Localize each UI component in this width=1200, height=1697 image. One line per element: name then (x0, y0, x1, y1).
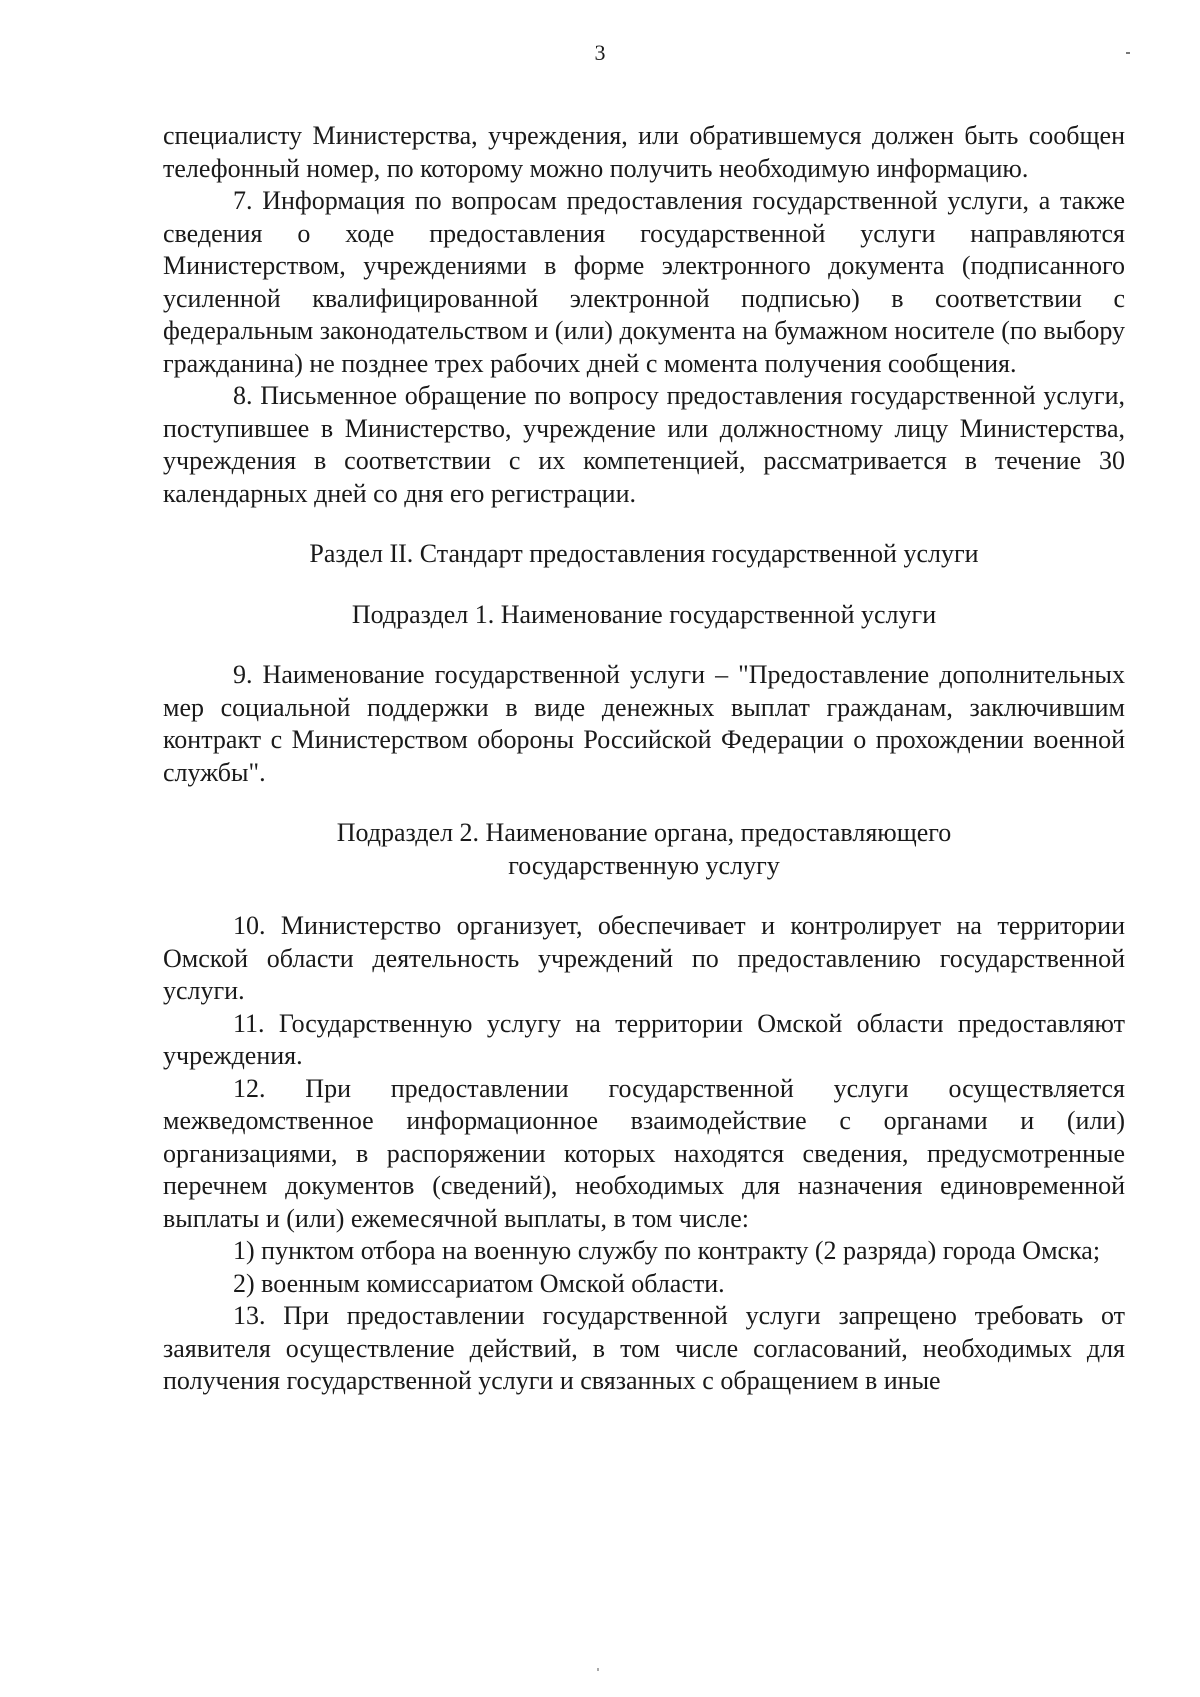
paragraph-13: 13. При предоставлении государственной услуги запрещено требовать от заявителя осуществление действий, в том числе согласований, необходимых для получения государственной услуги и связанных с обращением в иные (163, 1301, 1125, 1395)
paragraph-12-item-1: 1) пунктом отбора на военную службу по контракту (2 разряда) города Омска; (233, 1236, 1101, 1265)
subsection-2-title-line-2: государственную услугу (508, 850, 780, 880)
spacer (163, 789, 1125, 817)
paragraph-12-item-2: 2) военным комиссариатом Омской области. (233, 1268, 725, 1298)
paragraph-11: 11. Государственную услугу на территории Омской области предоставляют учреждения. (163, 1008, 1125, 1070)
paragraph-7: 7. Информация по вопросам предоставления государственной услуги, а также сведения о ходе предоставления государственной услуги направляются Министерством, учреждениями в форме электронного документа (подписанного усиленной квалифицированной электронной подписью) в соответствии с федеральным законодательством и (или) документа на бумажном носителе (по выбору гражданина) не позднее трех рабочих дней с момента получения сообщения. (163, 186, 1125, 378)
scan-artifact (597, 1668, 599, 1671)
paragraph-12: 12. При предоставлении государственной услуги осуществляется межведомственное информационное взаимодействие с органами и (или) организациями, в распоряжении которых находятся сведения, предусмотренные перечнем документов (сведений), необходимых для назначения единовременной выплаты и (или) ежемесячной выплаты, в том числе: (163, 1073, 1125, 1233)
spacer (163, 571, 1125, 599)
document-body (163, 120, 1125, 1398)
paragraph-10: 10. Министерство организует, обеспечивает и контролирует на территории Омской области деятельность учреждений по предоставлению государственной услуги. (163, 911, 1125, 1005)
page-number: 3 (594, 40, 606, 65)
scan-artifact (1126, 52, 1130, 54)
section-title: Раздел II. Стандарт предоставления государственной услуги (309, 539, 979, 568)
spacer (163, 510, 1125, 538)
subsection-2-title-line-1: Подраздел 2. Наименование органа, предоставляющего (336, 818, 952, 847)
spacer (163, 631, 1125, 659)
spacer (163, 882, 1125, 910)
subsection-1-title: Подраздел 1. Наименование государственной услуги (351, 599, 937, 629)
paragraph-8: 8. Письменное обращение по вопросу предоставления государственной услуги, поступившее в Министерство, учреждение или должностному лицу Министерства, учреждения в соответствии с их компетенцией, рассматривается в течение 30 календарных дней со дня его регистрации. (163, 381, 1125, 508)
paragraph-9: 9. Наименование государственной услуги – "Предоставление дополнительных мер социальной поддержки в виде денежных выплат гражданам, заключившим контракт с Министерством обороны Российской Федерации о прохождении военной службы". (163, 660, 1125, 787)
paragraph-continuation: специалисту Министерства, учреждения, или обратившемуся должен быть сообщен телефонный номер, по которому можно получить необходимую информацию. (163, 121, 1125, 183)
